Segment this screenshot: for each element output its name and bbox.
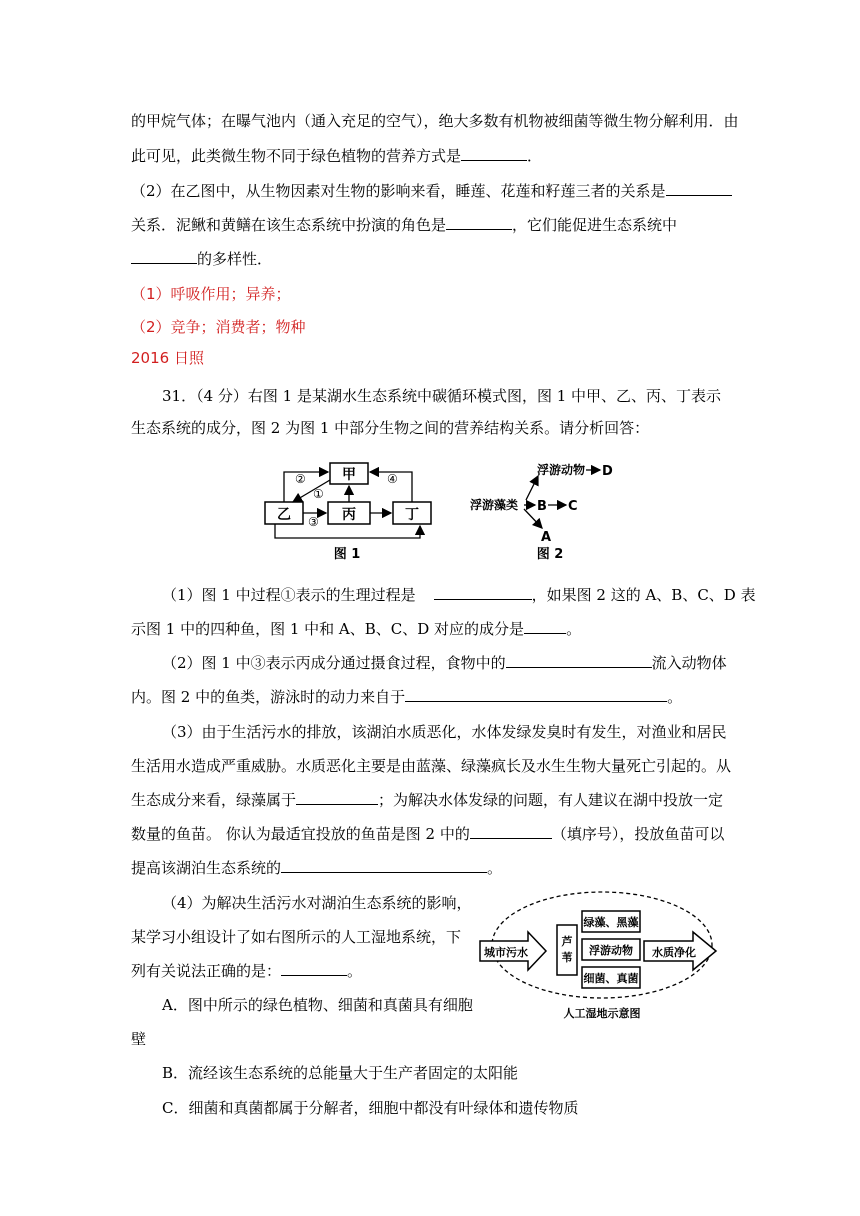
answer-blank[interactable] bbox=[506, 653, 652, 668]
q2-line-1: （2）在乙图中，从生物因素对生物的影响来看，睡莲、花莲和籽莲三者的关系是 bbox=[131, 181, 732, 201]
answer-blank[interactable] bbox=[296, 790, 378, 805]
figure-3-wetland bbox=[478, 890, 723, 1022]
q2-line-3: 的多样性． bbox=[131, 249, 272, 269]
fig3-box-algae: 绿藻、黑藻 bbox=[583, 916, 639, 929]
intro-line-1: 的甲烷气体；在曝气池内（通入充足的空气），绝大多数有机物被细菌等微生物分解利用．由 bbox=[131, 112, 739, 130]
option-a-line-1: A．图中所示的绿色植物、细菌和真菌具有细胞 bbox=[162, 996, 473, 1014]
fig1-label-1: ① bbox=[313, 487, 324, 501]
s3-line-1: （3）由于生活污水的排放，该湖泊水质恶化，水体发绿发臭时有发生，对渔业和居民 bbox=[162, 723, 727, 741]
q31-line-2: 生态系统的成分，图 2 为图 1 中部分生物之间的营养结构关系。请分析回答： bbox=[131, 419, 650, 437]
answer-blank[interactable] bbox=[281, 961, 347, 976]
fig2-b: B bbox=[537, 499, 547, 514]
answer-1: （1）呼吸作用；异养； bbox=[131, 285, 291, 303]
option-b: B．流经该生态系统的总能量大于生产者固定的太阳能 bbox=[162, 1064, 519, 1082]
s3-line-3: 生态成分来看，绿藻属于 ；为解决水体发绿的问题，有人建议在湖中投放一定 bbox=[131, 791, 724, 809]
fig3-reed-bottom: 苇 bbox=[561, 951, 573, 964]
fig1-box-ding: 丁 bbox=[405, 507, 419, 523]
answer-blank[interactable] bbox=[470, 824, 552, 839]
s1-line-2: 示图 1 中的四种鱼，图 1 中和 A、B、C、D 对应的成分是 。 bbox=[131, 620, 582, 638]
fig1-label-2: ② bbox=[295, 472, 306, 486]
fig3-output: 水质净化 bbox=[652, 946, 696, 959]
fig1-box-bing: 丙 bbox=[342, 507, 356, 523]
fig2-algae: 浮游藻类 bbox=[470, 498, 519, 512]
source-label: 2016 日照 bbox=[131, 349, 204, 367]
answer-blank[interactable] bbox=[281, 858, 487, 873]
s2-line-2: 内。图 2 中的鱼类，游泳时的动力来自于 。 bbox=[131, 688, 683, 706]
fig2-c: C bbox=[568, 499, 578, 514]
q2-line-2: 关系．泥鳅和黄鳝在该生态系统中扮演的角色是 ，它们能促进生态系统中 bbox=[131, 216, 678, 234]
s4-line-3: 列有关说法正确的是： 。 bbox=[131, 962, 363, 980]
s3-line-5: 提高该湖泊生态系统的 。 bbox=[131, 859, 503, 877]
s4-line-2: 某学习小组设计了如右图所示的人工湿地系统，下 bbox=[131, 928, 462, 946]
answer-blank[interactable] bbox=[666, 181, 732, 196]
fig1-label-4: ④ bbox=[387, 472, 398, 486]
fig2-d: D bbox=[602, 464, 613, 479]
fig3-box-microbes: 细菌、真菌 bbox=[583, 972, 639, 985]
answer-blank[interactable] bbox=[446, 215, 512, 230]
option-c: C．细菌和真菌都属于分解者，细胞中都没有叶绿体和遗传物质 bbox=[162, 1099, 579, 1117]
s1-line-1: （1）图 1 中过程①表示的生理过程是 ，如果图 2 这的 A、B、C、D 表 bbox=[162, 586, 756, 604]
fig1-label-3: ③ bbox=[308, 515, 319, 529]
s4-line-1: （4）为解决生活污水对湖泊生态系统的影响， bbox=[162, 894, 472, 912]
answer-blank[interactable] bbox=[131, 249, 197, 264]
s3-line-4: 数量的鱼苗。 你认为最适宜投放的鱼苗是图 2 中的 （填序号），投放鱼苗可以 bbox=[131, 825, 725, 843]
answer-blank[interactable] bbox=[461, 146, 527, 161]
fig3-reed-top: 芦 bbox=[561, 935, 573, 948]
option-a-line-2: 壁 bbox=[131, 1030, 147, 1048]
fig2-a: A bbox=[541, 530, 552, 545]
fig1-caption: 图 1 bbox=[333, 547, 361, 562]
fig1-box-jia: 甲 bbox=[342, 467, 356, 483]
answer-blank[interactable] bbox=[524, 619, 566, 634]
fig3-box-zooplankton: 浮游动物 bbox=[589, 944, 633, 957]
answer-2: （2）竞争；消费者；物种 bbox=[131, 318, 306, 336]
fig2-zooplankton: 浮游动物 bbox=[537, 463, 586, 477]
intro-line-2: 此可见，此类微生物不同于绿色植物的营养方式是 ． bbox=[131, 147, 543, 165]
fig2-caption: 图 2 bbox=[536, 547, 564, 562]
fig1-box-yi: 乙 bbox=[277, 507, 291, 523]
figure-2-food-web bbox=[468, 458, 638, 563]
s2-line-1: （2）图 1 中③表示丙成分通过摄食过程，食物中的 流入动物体 bbox=[162, 654, 727, 672]
answer-blank[interactable] bbox=[405, 687, 667, 702]
s3-line-2: 生活用水造成严重威胁。水质恶化主要是由蓝藻、绿藻疯长及水生生物大量死亡引起的。从 bbox=[131, 757, 732, 775]
q31-line-1: 31．（4 分）右图 1 是某湖水生态系统中碳循环模式图，图 1 中甲、乙、丙、丁表示 bbox=[162, 387, 722, 405]
answer-blank[interactable] bbox=[434, 585, 532, 600]
fig3-input: 城市污水 bbox=[484, 946, 528, 959]
figure-1-carbon-cycle bbox=[255, 458, 440, 563]
fig3-caption: 人工湿地示意图 bbox=[563, 1007, 641, 1020]
